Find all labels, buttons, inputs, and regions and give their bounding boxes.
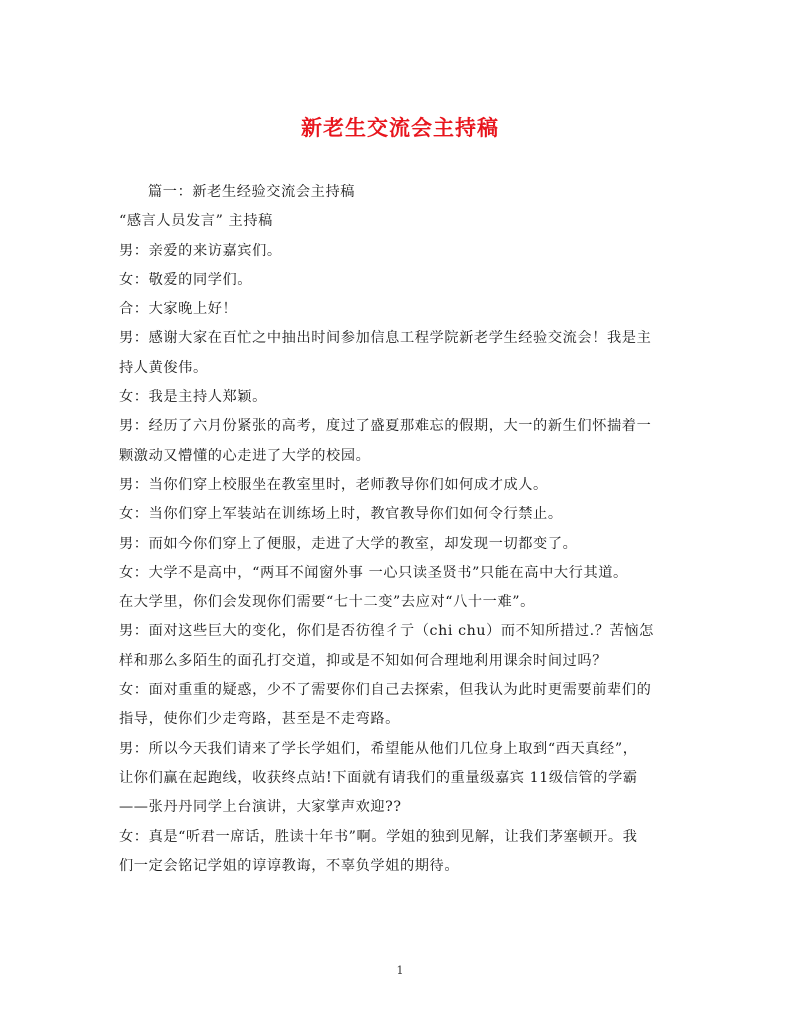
text-line: 男：当你们穿上校服坐在教室里时，老师教导你们如何成才成人。 (119, 476, 548, 493)
subheading: “感言人员发言” 主持稿 (119, 213, 273, 230)
text-line: 让你们赢在起跑线，收获终点站!下面就有请我们的重量级嘉宾 11级信管的学霸 (119, 769, 638, 786)
page-number: 1 (396, 964, 404, 977)
text-line: 们一定会铭记学姐的谆谆教诲，不辜负学姐的期待。 (119, 857, 460, 874)
text-line: 合：大家晚上好！ (119, 301, 238, 318)
text-line: 男：所以今天我们请来了学长学姐们，希望能从他们几位身上取到“西天真经”， (119, 740, 638, 757)
section-heading: 篇一：新老生经验交流会主持稿 (148, 184, 356, 200)
page-title: 新老生交流会主持稿 (301, 115, 499, 140)
text-line: 男：经历了六月份紧张的高考，度过了盛夏那难忘的假期，大一的新生们怀揣着一 (119, 418, 652, 435)
text-line: 男：感谢大家在百忙之中抽出时间参加信息工程学院新老学生经验交流会！我是主 (119, 330, 652, 347)
text-line: 女：敬爱的同学们。 (119, 271, 253, 288)
text-line: 颗激动又懵懂的心走进了大学的校园。 (119, 447, 371, 464)
text-line: 持人黄俊伟。 (119, 359, 208, 376)
text-line: 男：亲爱的来访嘉宾们。 (119, 242, 282, 259)
document-body (119, 178, 689, 881)
text-line: 女：真是“听君一席话，胜读十年书”啊。学姐的独到见解，让我们茅塞顿开。我 (119, 828, 638, 845)
text-line: 男：面对这些巨大的变化，你们是否彷徨彳亍（chi chu）而不知所措过.？苦恼怎 (119, 623, 654, 640)
text-line: 女：大学不是高中，“两耳不闻窗外事 一心只读圣贤书”只能在高中大行其道。 (119, 564, 628, 581)
text-line: 男：而如今你们穿上了便服，走进了大学的教室，却发现一切都变了。 (119, 535, 578, 552)
text-line: 女：面对重重的疑惑，少不了需要你们自己去探索，但我认为此时更需要前辈们的 (119, 682, 652, 699)
text-line: 女：我是主持人郑颖。 (119, 389, 267, 406)
text-line: 样和那么多陌生的面孔打交道，抑或是不知如何合理地利用课余时间过吗？ (119, 652, 607, 669)
text-line: 在大学里，你们会发现你们需要“七十二变”去应对“八十一难”。 (119, 594, 535, 611)
text-line: ——张丹丹同学上台演讲，大家掌声欢迎?? (119, 799, 402, 816)
text-line: 女：当你们穿上军装站在训练场上时，教官教导你们如何令行禁止。 (119, 506, 563, 523)
text-line: 指导，使你们少走弯路，甚至是不走弯路。 (119, 711, 400, 728)
